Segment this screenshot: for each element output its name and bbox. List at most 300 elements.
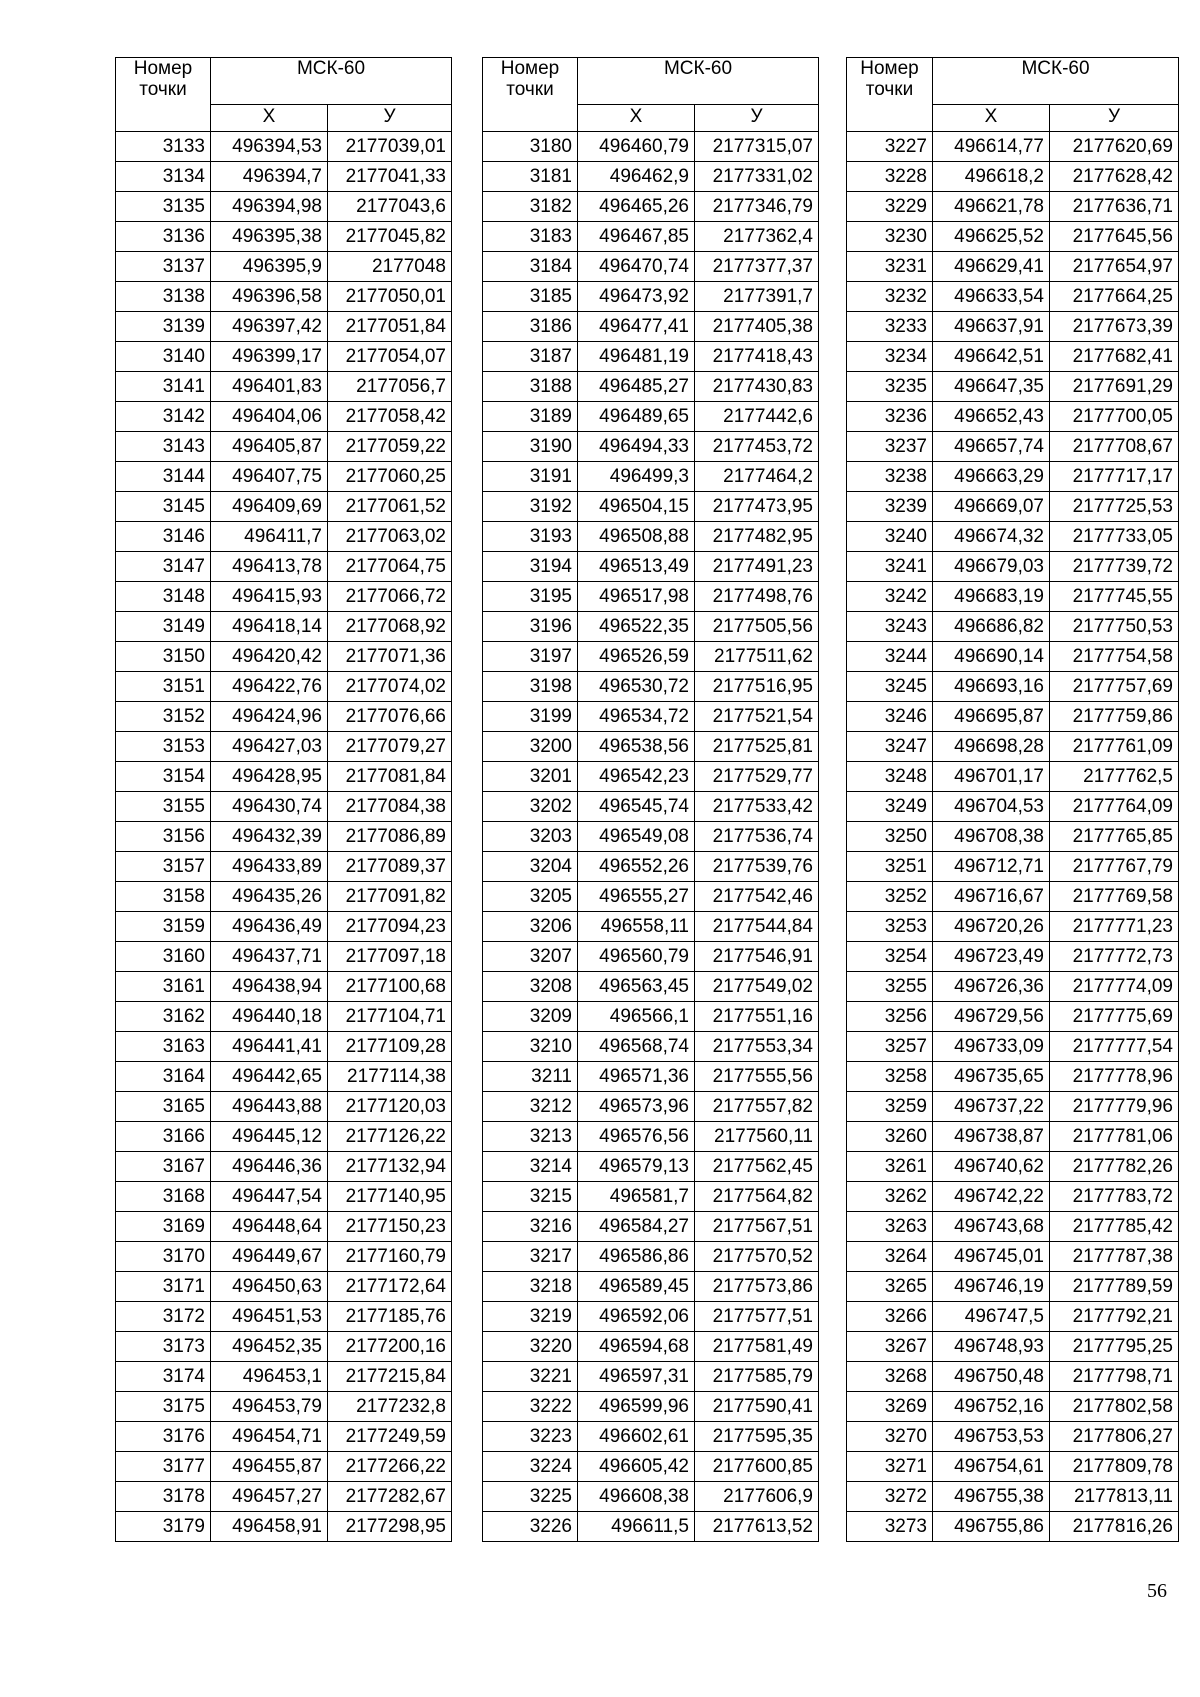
table-row bbox=[116, 1152, 452, 1182]
y-coordinate-cell: 2177544,84 bbox=[695, 912, 819, 942]
point-number-cell: 3152 bbox=[116, 702, 211, 732]
table-row bbox=[116, 462, 452, 492]
x-coordinate-cell: 496453,79 bbox=[211, 1392, 328, 1422]
point-number-cell: 3161 bbox=[116, 972, 211, 1002]
point-number-cell: 3203 bbox=[483, 822, 578, 852]
y-coordinate-cell: 2177533,42 bbox=[695, 792, 819, 822]
x-coordinate-cell: 496581,7 bbox=[578, 1182, 695, 1212]
table-row bbox=[116, 492, 452, 522]
point-number-cell: 3210 bbox=[483, 1032, 578, 1062]
x-coordinate-cell: 496448,64 bbox=[211, 1212, 328, 1242]
point-number-cell: 3205 bbox=[483, 882, 578, 912]
point-number-cell: 3187 bbox=[483, 342, 578, 372]
table-row bbox=[483, 1212, 819, 1242]
x-coordinate-cell: 496485,27 bbox=[578, 372, 695, 402]
y-coordinate-cell: 2177282,67 bbox=[328, 1482, 452, 1512]
point-number-cell: 3241 bbox=[847, 552, 933, 582]
x-coordinate-cell: 496453,1 bbox=[211, 1362, 328, 1392]
table-row bbox=[847, 282, 1179, 312]
table-row bbox=[847, 1452, 1179, 1482]
y-coordinate-cell: 2177555,56 bbox=[695, 1062, 819, 1092]
x-coordinate-cell: 496467,85 bbox=[578, 222, 695, 252]
y-coordinate-cell: 2177346,79 bbox=[695, 192, 819, 222]
x-coordinate-cell: 496733,09 bbox=[933, 1032, 1050, 1062]
y-coordinate-cell: 2177498,76 bbox=[695, 582, 819, 612]
y-coordinate-cell: 2177772,73 bbox=[1050, 942, 1179, 972]
table-row bbox=[116, 822, 452, 852]
point-number-cell: 3231 bbox=[847, 252, 933, 282]
point-number-cell: 3229 bbox=[847, 192, 933, 222]
point-number-cell: 3142 bbox=[116, 402, 211, 432]
point-number-cell: 3169 bbox=[116, 1212, 211, 1242]
table-row bbox=[847, 972, 1179, 1002]
y-coordinate-cell: 2177771,23 bbox=[1050, 912, 1179, 942]
table-row bbox=[116, 702, 452, 732]
table-row bbox=[847, 1302, 1179, 1332]
table-row bbox=[483, 1122, 819, 1152]
y-coordinate-cell: 2177079,27 bbox=[328, 732, 452, 762]
x-coordinate-cell: 496740,62 bbox=[933, 1152, 1050, 1182]
table-row bbox=[483, 552, 819, 582]
x-coordinate-cell: 496602,61 bbox=[578, 1422, 695, 1452]
y-coordinate-cell: 2177097,18 bbox=[328, 942, 452, 972]
table-row bbox=[847, 162, 1179, 192]
table-row bbox=[847, 612, 1179, 642]
y-coordinate-cell: 2177084,38 bbox=[328, 792, 452, 822]
point-number-cell: 3164 bbox=[116, 1062, 211, 1092]
y-coordinate-cell: 2177564,82 bbox=[695, 1182, 819, 1212]
y-coordinate-cell: 2177557,82 bbox=[695, 1092, 819, 1122]
x-coordinate-cell: 496698,28 bbox=[933, 732, 1050, 762]
table-row bbox=[116, 432, 452, 462]
table-row bbox=[483, 372, 819, 402]
point-number-cell: 3258 bbox=[847, 1062, 933, 1092]
point-number-cell: 3212 bbox=[483, 1092, 578, 1122]
point-number-cell: 3271 bbox=[847, 1452, 933, 1482]
y-coordinate-cell: 2177549,02 bbox=[695, 972, 819, 1002]
point-number-cell: 3230 bbox=[847, 222, 933, 252]
x-coordinate-cell: 496457,27 bbox=[211, 1482, 328, 1512]
y-coordinate-cell: 2177200,16 bbox=[328, 1332, 452, 1362]
point-number-cell: 3174 bbox=[116, 1362, 211, 1392]
x-coordinate-cell: 496432,39 bbox=[211, 822, 328, 852]
table-row bbox=[847, 522, 1179, 552]
x-coordinate-cell: 496395,9 bbox=[211, 252, 328, 282]
table-row bbox=[116, 222, 452, 252]
y-coordinate-cell: 2177745,55 bbox=[1050, 582, 1179, 612]
table-row bbox=[483, 1392, 819, 1422]
y-coordinate-cell: 2177048 bbox=[328, 252, 452, 282]
y-coordinate-cell: 2177560,11 bbox=[695, 1122, 819, 1152]
y-coordinate-cell: 2177120,03 bbox=[328, 1092, 452, 1122]
point-number-cell: 3262 bbox=[847, 1182, 933, 1212]
x-coordinate-cell: 496452,35 bbox=[211, 1332, 328, 1362]
point-number-cell: 3265 bbox=[847, 1272, 933, 1302]
table-row bbox=[847, 1272, 1179, 1302]
table-row bbox=[116, 942, 452, 972]
x-coordinate-cell: 496708,38 bbox=[933, 822, 1050, 852]
table-row bbox=[847, 1182, 1179, 1212]
table-row bbox=[847, 1362, 1179, 1392]
x-coordinate-cell: 496652,43 bbox=[933, 402, 1050, 432]
y-coordinate-cell: 2177775,69 bbox=[1050, 1002, 1179, 1032]
x-coordinate-cell: 496451,53 bbox=[211, 1302, 328, 1332]
x-coordinate-cell: 496445,12 bbox=[211, 1122, 328, 1152]
table-row bbox=[116, 132, 452, 162]
point-number-cell: 3215 bbox=[483, 1182, 578, 1212]
table-row bbox=[847, 1122, 1179, 1152]
table-row bbox=[847, 852, 1179, 882]
table-row bbox=[483, 132, 819, 162]
point-number-cell: 3155 bbox=[116, 792, 211, 822]
x-coordinate-cell: 496647,35 bbox=[933, 372, 1050, 402]
y-coordinate-cell: 2177725,53 bbox=[1050, 492, 1179, 522]
y-coordinate-cell: 2177054,07 bbox=[328, 342, 452, 372]
point-number-cell: 3219 bbox=[483, 1302, 578, 1332]
y-coordinate-cell: 2177546,91 bbox=[695, 942, 819, 972]
x-coordinate-cell: 496755,38 bbox=[933, 1482, 1050, 1512]
x-coordinate-cell: 496594,68 bbox=[578, 1332, 695, 1362]
point-number-cell: 3157 bbox=[116, 852, 211, 882]
table-row bbox=[483, 462, 819, 492]
table-row bbox=[483, 1182, 819, 1212]
x-coordinate-cell: 496428,95 bbox=[211, 762, 328, 792]
y-coordinate-cell: 2177787,38 bbox=[1050, 1242, 1179, 1272]
point-number-cell: 3238 bbox=[847, 462, 933, 492]
x-coordinate-cell: 496396,58 bbox=[211, 282, 328, 312]
x-coordinate-cell: 496394,7 bbox=[211, 162, 328, 192]
point-number-cell: 3206 bbox=[483, 912, 578, 942]
y-coordinate-cell: 2177789,59 bbox=[1050, 1272, 1179, 1302]
y-coordinate-cell: 2177442,6 bbox=[695, 402, 819, 432]
table-row bbox=[483, 762, 819, 792]
point-number-cell: 3151 bbox=[116, 672, 211, 702]
x-coordinate-cell: 496633,54 bbox=[933, 282, 1050, 312]
table-row bbox=[483, 1332, 819, 1362]
y-coordinate-cell: 2177673,39 bbox=[1050, 312, 1179, 342]
x-coordinate-cell: 496430,74 bbox=[211, 792, 328, 822]
y-coordinate-cell: 2177792,21 bbox=[1050, 1302, 1179, 1332]
x-coordinate-cell: 496618,2 bbox=[933, 162, 1050, 192]
x-coordinate-cell: 496418,14 bbox=[211, 612, 328, 642]
x-coordinate-cell: 496435,26 bbox=[211, 882, 328, 912]
table-row bbox=[116, 762, 452, 792]
y-coordinate-cell: 2177473,95 bbox=[695, 492, 819, 522]
table-row bbox=[483, 1002, 819, 1032]
point-number-cell: 3226 bbox=[483, 1512, 578, 1542]
x-coordinate-cell: 496499,3 bbox=[578, 462, 695, 492]
y-coordinate-cell: 2177418,43 bbox=[695, 342, 819, 372]
table-row bbox=[483, 492, 819, 522]
point-number-cell: 3228 bbox=[847, 162, 933, 192]
y-coordinate-cell: 2177708,67 bbox=[1050, 432, 1179, 462]
table-row bbox=[483, 972, 819, 1002]
x-coordinate-cell: 496455,87 bbox=[211, 1452, 328, 1482]
y-coordinate-cell: 2177172,64 bbox=[328, 1272, 452, 1302]
point-number-cell: 3167 bbox=[116, 1152, 211, 1182]
y-coordinate-cell: 2177739,72 bbox=[1050, 552, 1179, 582]
y-coordinate-cell: 2177505,56 bbox=[695, 612, 819, 642]
point-number-cell: 3248 bbox=[847, 762, 933, 792]
point-number-cell: 3249 bbox=[847, 792, 933, 822]
x-coordinate-cell: 496508,88 bbox=[578, 522, 695, 552]
point-number-cell: 3158 bbox=[116, 882, 211, 912]
point-number-cell: 3245 bbox=[847, 672, 933, 702]
table-row bbox=[116, 732, 452, 762]
y-coordinate-cell: 2177215,84 bbox=[328, 1362, 452, 1392]
table-row bbox=[483, 432, 819, 462]
table-row bbox=[847, 582, 1179, 612]
header-y: У bbox=[1050, 105, 1179, 132]
table-row bbox=[116, 1362, 452, 1392]
table-row bbox=[847, 252, 1179, 282]
point-number-cell: 3147 bbox=[116, 552, 211, 582]
y-coordinate-cell: 2177717,17 bbox=[1050, 462, 1179, 492]
point-number-cell: 3214 bbox=[483, 1152, 578, 1182]
table-row bbox=[483, 912, 819, 942]
y-coordinate-cell: 2177553,34 bbox=[695, 1032, 819, 1062]
point-number-cell: 3223 bbox=[483, 1422, 578, 1452]
x-coordinate-cell: 496447,54 bbox=[211, 1182, 328, 1212]
table-row bbox=[483, 672, 819, 702]
y-coordinate-cell: 2177573,86 bbox=[695, 1272, 819, 1302]
table-row bbox=[483, 582, 819, 612]
x-coordinate-cell: 496753,53 bbox=[933, 1422, 1050, 1452]
point-number-cell: 3135 bbox=[116, 192, 211, 222]
table-row bbox=[483, 1062, 819, 1092]
x-coordinate-cell: 496411,7 bbox=[211, 522, 328, 552]
x-coordinate-cell: 496460,79 bbox=[578, 132, 695, 162]
point-number-cell: 3195 bbox=[483, 582, 578, 612]
x-coordinate-cell: 496394,98 bbox=[211, 192, 328, 222]
page-number: 56 bbox=[1147, 1580, 1167, 1602]
point-number-cell: 3177 bbox=[116, 1452, 211, 1482]
x-coordinate-cell: 496701,17 bbox=[933, 762, 1050, 792]
point-number-cell: 3173 bbox=[116, 1332, 211, 1362]
point-number-cell: 3185 bbox=[483, 282, 578, 312]
point-number-cell: 3222 bbox=[483, 1392, 578, 1422]
x-coordinate-cell: 496437,71 bbox=[211, 942, 328, 972]
y-coordinate-cell: 2177315,07 bbox=[695, 132, 819, 162]
y-coordinate-cell: 2177150,23 bbox=[328, 1212, 452, 1242]
header-y: У bbox=[695, 105, 819, 132]
y-coordinate-cell: 2177094,23 bbox=[328, 912, 452, 942]
y-coordinate-cell: 2177750,53 bbox=[1050, 612, 1179, 642]
x-coordinate-cell: 496584,27 bbox=[578, 1212, 695, 1242]
x-coordinate-cell: 496738,87 bbox=[933, 1122, 1050, 1152]
table-row bbox=[116, 1512, 452, 1542]
y-coordinate-cell: 2177529,77 bbox=[695, 762, 819, 792]
point-number-cell: 3252 bbox=[847, 882, 933, 912]
x-coordinate-cell: 496726,36 bbox=[933, 972, 1050, 1002]
point-number-cell: 3235 bbox=[847, 372, 933, 402]
x-coordinate-cell: 496424,96 bbox=[211, 702, 328, 732]
point-number-cell: 3191 bbox=[483, 462, 578, 492]
table-row bbox=[483, 402, 819, 432]
table-row bbox=[847, 822, 1179, 852]
table-row bbox=[483, 282, 819, 312]
table-row bbox=[847, 462, 1179, 492]
point-number-cell: 3256 bbox=[847, 1002, 933, 1032]
y-coordinate-cell: 2177590,41 bbox=[695, 1392, 819, 1422]
x-coordinate-cell: 496409,69 bbox=[211, 492, 328, 522]
x-coordinate-cell: 496693,16 bbox=[933, 672, 1050, 702]
y-coordinate-cell: 2177567,51 bbox=[695, 1212, 819, 1242]
y-coordinate-cell: 2177126,22 bbox=[328, 1122, 452, 1152]
point-number-cell: 3144 bbox=[116, 462, 211, 492]
point-number-cell: 3138 bbox=[116, 282, 211, 312]
y-coordinate-cell: 2177521,54 bbox=[695, 702, 819, 732]
point-number-cell: 3141 bbox=[116, 372, 211, 402]
point-number-cell: 3149 bbox=[116, 612, 211, 642]
y-coordinate-cell: 2177539,76 bbox=[695, 852, 819, 882]
x-coordinate-cell: 496462,9 bbox=[578, 162, 695, 192]
x-coordinate-cell: 496747,5 bbox=[933, 1302, 1050, 1332]
y-coordinate-cell: 2177056,7 bbox=[328, 372, 452, 402]
table-row bbox=[483, 222, 819, 252]
table-row bbox=[116, 342, 452, 372]
x-coordinate-cell: 496750,48 bbox=[933, 1362, 1050, 1392]
table-row bbox=[116, 582, 452, 612]
table-row bbox=[847, 1392, 1179, 1422]
point-number-cell: 3253 bbox=[847, 912, 933, 942]
x-coordinate-cell: 496608,38 bbox=[578, 1482, 695, 1512]
point-number-cell: 3267 bbox=[847, 1332, 933, 1362]
table-row bbox=[483, 1272, 819, 1302]
y-coordinate-cell: 2177058,42 bbox=[328, 402, 452, 432]
y-coordinate-cell: 2177774,09 bbox=[1050, 972, 1179, 1002]
y-coordinate-cell: 2177362,4 bbox=[695, 222, 819, 252]
x-coordinate-cell: 496522,35 bbox=[578, 612, 695, 642]
coordinate-table bbox=[482, 57, 819, 1542]
x-coordinate-cell: 496517,98 bbox=[578, 582, 695, 612]
point-number-cell: 3184 bbox=[483, 252, 578, 282]
point-number-cell: 3171 bbox=[116, 1272, 211, 1302]
x-coordinate-cell: 496526,59 bbox=[578, 642, 695, 672]
point-number-cell: 3257 bbox=[847, 1032, 933, 1062]
point-number-cell: 3172 bbox=[116, 1302, 211, 1332]
y-coordinate-cell: 2177762,5 bbox=[1050, 762, 1179, 792]
x-coordinate-cell: 496438,94 bbox=[211, 972, 328, 1002]
point-number-cell: 3183 bbox=[483, 222, 578, 252]
table-row bbox=[116, 1092, 452, 1122]
table-row bbox=[116, 552, 452, 582]
table-row bbox=[116, 1332, 452, 1362]
point-number-cell: 3246 bbox=[847, 702, 933, 732]
y-coordinate-cell: 2177645,56 bbox=[1050, 222, 1179, 252]
header-point-number: Номер точки bbox=[483, 58, 578, 132]
y-coordinate-cell: 2177043,6 bbox=[328, 192, 452, 222]
table-row bbox=[847, 1422, 1179, 1452]
table-row bbox=[483, 1152, 819, 1182]
x-coordinate-cell: 496657,74 bbox=[933, 432, 1050, 462]
y-coordinate-cell: 2177114,38 bbox=[328, 1062, 452, 1092]
x-coordinate-cell: 496504,15 bbox=[578, 492, 695, 522]
x-coordinate-cell: 496743,68 bbox=[933, 1212, 1050, 1242]
x-coordinate-cell: 496442,65 bbox=[211, 1062, 328, 1092]
point-number-cell: 3263 bbox=[847, 1212, 933, 1242]
header-x: Х bbox=[933, 105, 1050, 132]
table-row bbox=[847, 642, 1179, 672]
x-coordinate-cell: 496563,45 bbox=[578, 972, 695, 1002]
point-number-cell: 3266 bbox=[847, 1302, 933, 1332]
x-coordinate-cell: 496597,31 bbox=[578, 1362, 695, 1392]
table-row bbox=[847, 792, 1179, 822]
point-number-cell: 3255 bbox=[847, 972, 933, 1002]
point-number-cell: 3192 bbox=[483, 492, 578, 522]
x-coordinate-cell: 496611,5 bbox=[578, 1512, 695, 1542]
x-coordinate-cell: 496735,65 bbox=[933, 1062, 1050, 1092]
table-row bbox=[847, 1482, 1179, 1512]
x-coordinate-cell: 496473,92 bbox=[578, 282, 695, 312]
table-row bbox=[847, 402, 1179, 432]
table-row bbox=[116, 612, 452, 642]
x-coordinate-cell: 496458,91 bbox=[211, 1512, 328, 1542]
table-row bbox=[847, 1512, 1179, 1542]
point-number-cell: 3197 bbox=[483, 642, 578, 672]
y-coordinate-cell: 2177525,81 bbox=[695, 732, 819, 762]
y-coordinate-cell: 2177104,71 bbox=[328, 1002, 452, 1032]
point-number-cell: 3236 bbox=[847, 402, 933, 432]
y-coordinate-cell: 2177802,58 bbox=[1050, 1392, 1179, 1422]
table-row bbox=[116, 1482, 452, 1512]
table-row bbox=[116, 1452, 452, 1482]
y-coordinate-cell: 2177628,42 bbox=[1050, 162, 1179, 192]
y-coordinate-cell: 2177536,74 bbox=[695, 822, 819, 852]
x-coordinate-cell: 496720,26 bbox=[933, 912, 1050, 942]
y-coordinate-cell: 2177068,92 bbox=[328, 612, 452, 642]
table-row bbox=[847, 342, 1179, 372]
header-coordinate-system: МСК-60 bbox=[578, 58, 819, 105]
x-coordinate-cell: 496489,65 bbox=[578, 402, 695, 432]
y-coordinate-cell: 2177813,11 bbox=[1050, 1482, 1179, 1512]
y-coordinate-cell: 2177064,75 bbox=[328, 552, 452, 582]
y-coordinate-cell: 2177059,22 bbox=[328, 432, 452, 462]
y-coordinate-cell: 2177050,01 bbox=[328, 282, 452, 312]
table-row bbox=[116, 522, 452, 552]
x-coordinate-cell: 496436,49 bbox=[211, 912, 328, 942]
table-row bbox=[483, 1092, 819, 1122]
y-coordinate-cell: 2177045,82 bbox=[328, 222, 452, 252]
y-coordinate-cell: 2177063,02 bbox=[328, 522, 452, 552]
table-row bbox=[116, 792, 452, 822]
y-coordinate-cell: 2177430,83 bbox=[695, 372, 819, 402]
point-number-cell: 3221 bbox=[483, 1362, 578, 1392]
x-coordinate-cell: 496716,67 bbox=[933, 882, 1050, 912]
table-row bbox=[116, 1002, 452, 1032]
point-number-cell: 3272 bbox=[847, 1482, 933, 1512]
point-number-cell: 3175 bbox=[116, 1392, 211, 1422]
x-coordinate-cell: 496686,82 bbox=[933, 612, 1050, 642]
table-row bbox=[483, 522, 819, 552]
y-coordinate-cell: 2177809,78 bbox=[1050, 1452, 1179, 1482]
point-number-cell: 3227 bbox=[847, 132, 933, 162]
y-coordinate-cell: 2177051,84 bbox=[328, 312, 452, 342]
table-row bbox=[847, 1242, 1179, 1272]
x-coordinate-cell: 496629,41 bbox=[933, 252, 1050, 282]
table-row bbox=[483, 1362, 819, 1392]
y-coordinate-cell: 2177100,68 bbox=[328, 972, 452, 1002]
y-coordinate-cell: 2177783,72 bbox=[1050, 1182, 1179, 1212]
point-number-cell: 3216 bbox=[483, 1212, 578, 1242]
point-number-cell: 3165 bbox=[116, 1092, 211, 1122]
point-number-cell: 3264 bbox=[847, 1242, 933, 1272]
point-number-cell: 3166 bbox=[116, 1122, 211, 1152]
point-number-cell: 3194 bbox=[483, 552, 578, 582]
point-number-cell: 3168 bbox=[116, 1182, 211, 1212]
point-number-cell: 3207 bbox=[483, 942, 578, 972]
point-number-cell: 3260 bbox=[847, 1122, 933, 1152]
